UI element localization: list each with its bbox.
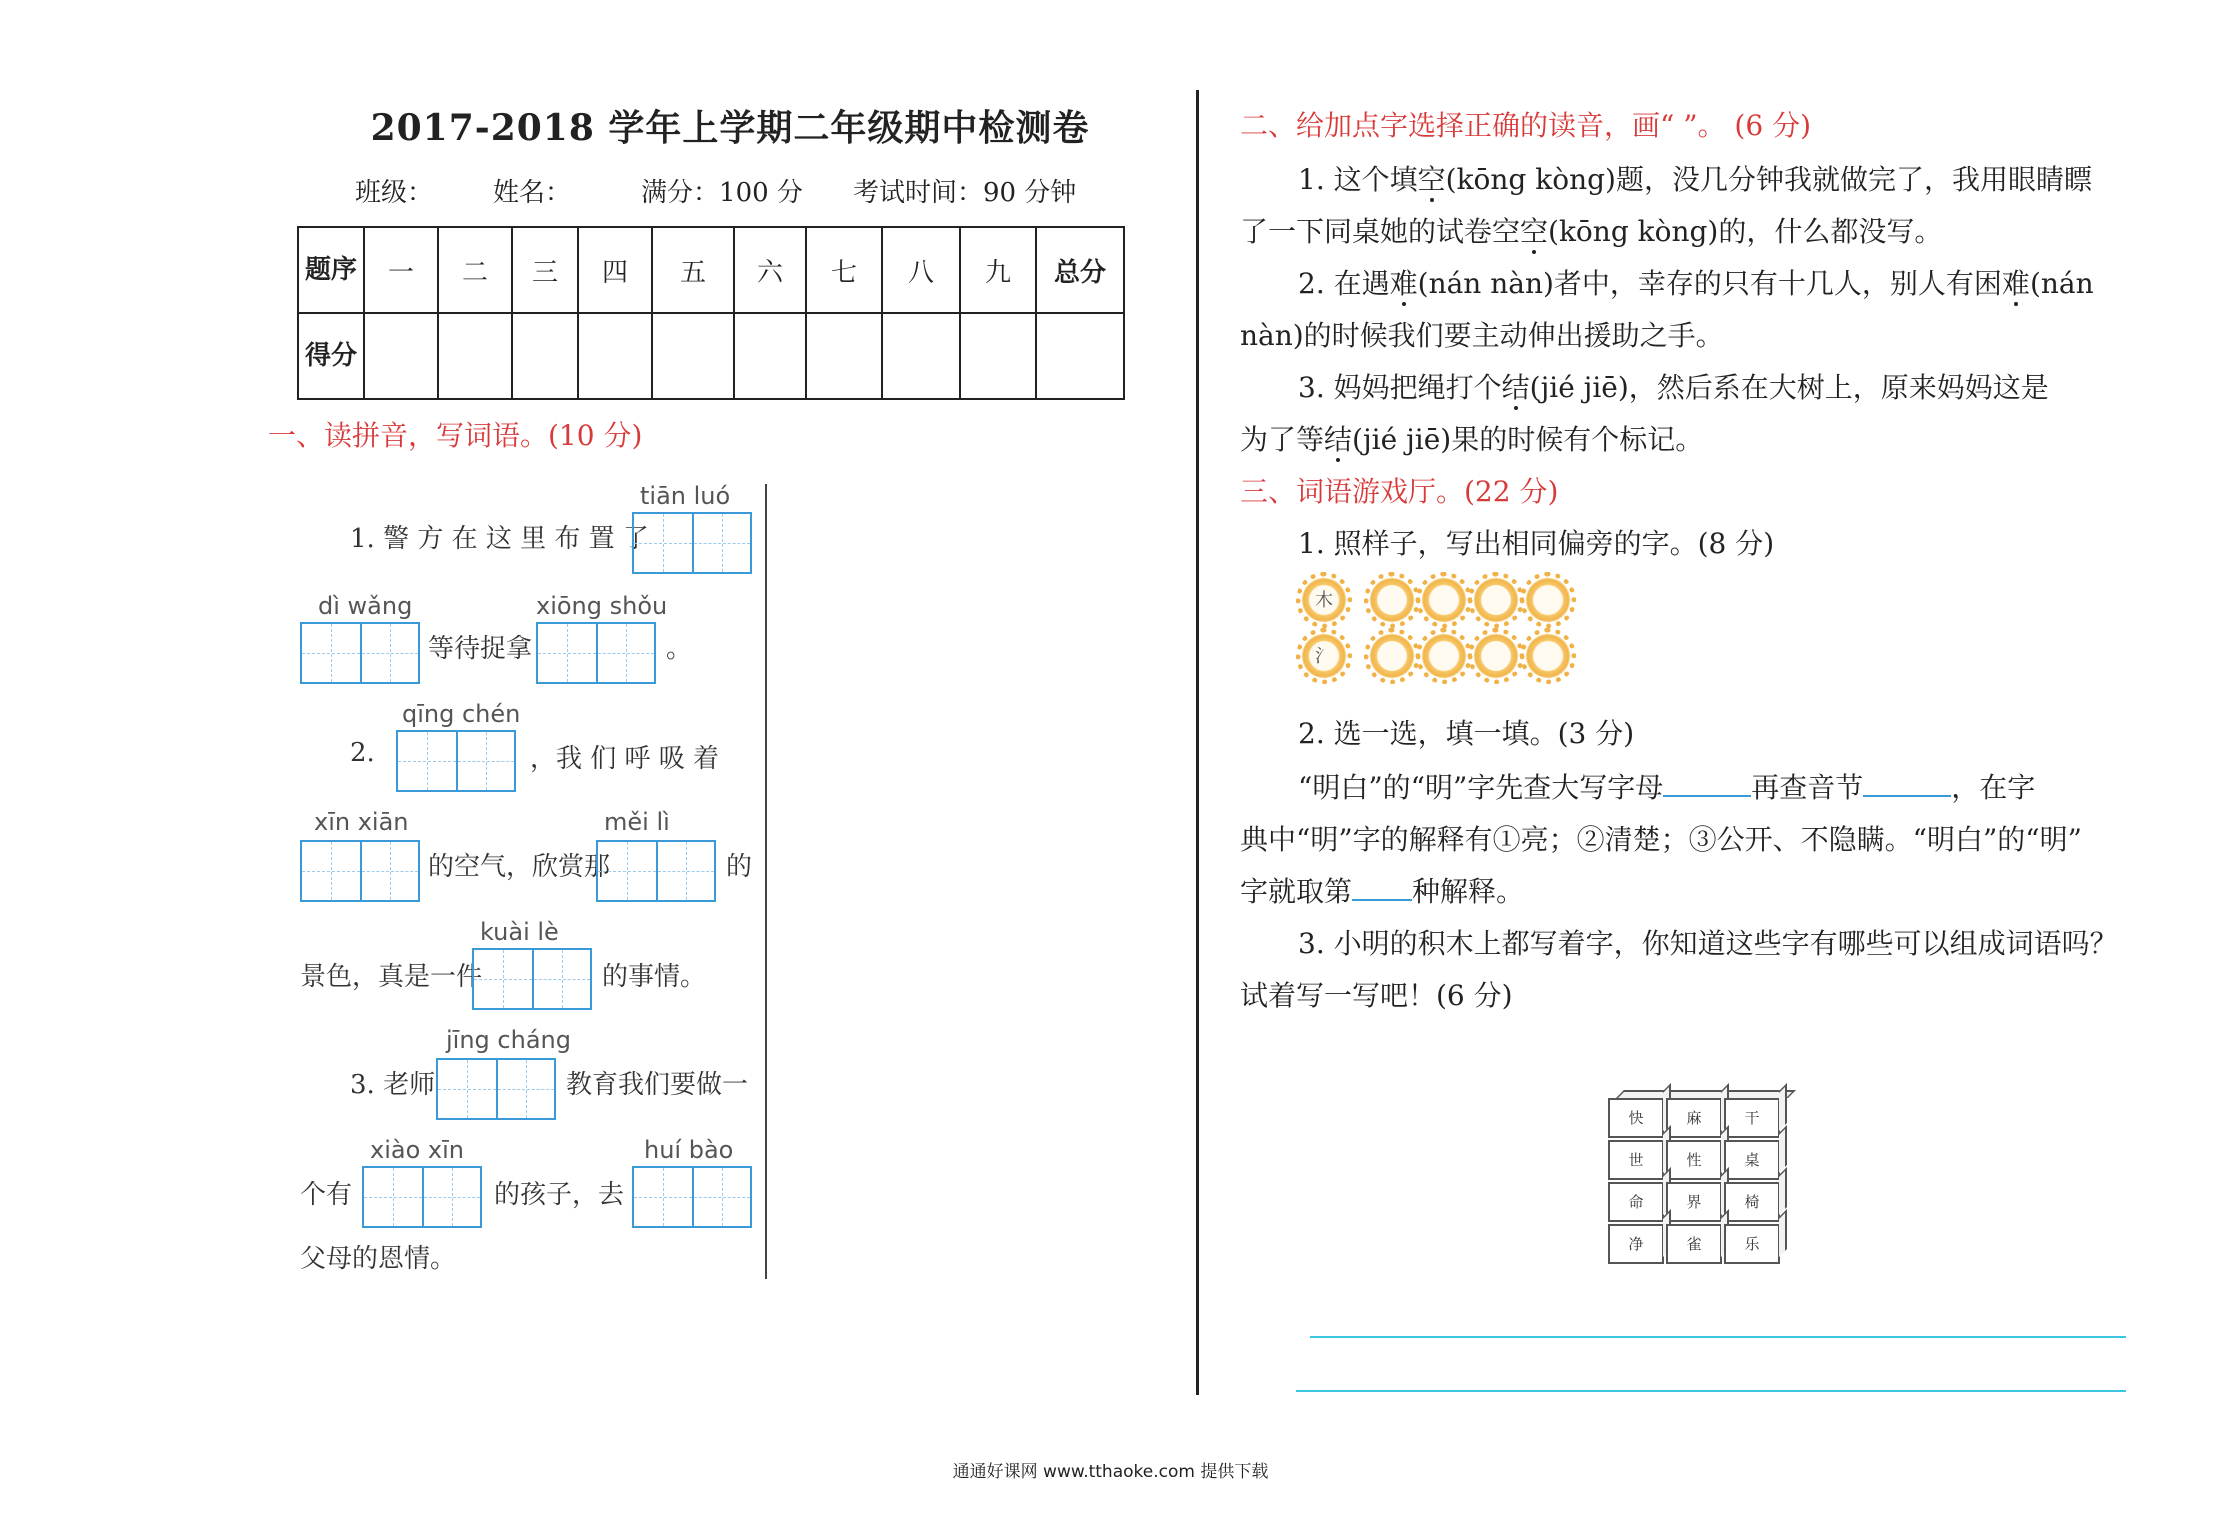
q3-text-a: 3. 老师: [350, 1070, 436, 1100]
footer-source: 通通好课网 www.tthaoke.com 提供下载: [952, 1462, 1269, 1482]
answer-line[interactable]: [1310, 1336, 2126, 1338]
exam-info-row: [355, 172, 1076, 209]
q2-text-a: ，我 们 呼 吸 着: [530, 744, 720, 774]
tianzige-answer-box[interactable]: [362, 1166, 482, 1228]
flower-answer-blank[interactable]: [1368, 632, 1416, 680]
flower-radical-water: 氵: [1300, 632, 1348, 680]
flower-answer-blank[interactable]: [1368, 576, 1416, 624]
block: 乐: [1724, 1224, 1780, 1264]
dotted-char: 难: [1389, 267, 1418, 300]
block: 净: [1608, 1224, 1664, 1264]
pinyin-jingchang: jīng cháng: [446, 1026, 571, 1054]
pinyin-qingchen: qīng chén: [402, 700, 521, 728]
dotted-char: 难: [2001, 267, 2030, 300]
row-head-score: 得分: [298, 313, 364, 399]
flower-answer-blank[interactable]: [1420, 576, 1468, 624]
pinyin-meili: měi lì: [604, 808, 670, 836]
exam-time-label: 考试时间：90 分钟: [852, 178, 1077, 208]
block: 干: [1724, 1098, 1780, 1138]
q3-text-e: 父母的恩情。: [300, 1244, 457, 1274]
col-header: 三: [512, 227, 578, 313]
flower-radical-wood: 木: [1300, 576, 1348, 624]
dotted-char: 空: [1417, 163, 1446, 196]
q3-text-c: 个有: [300, 1180, 353, 1210]
block: 世: [1608, 1140, 1664, 1180]
name-label: 姓名：: [493, 178, 572, 208]
building-blocks: [1608, 1082, 1800, 1282]
block: 椅: [1724, 1182, 1780, 1222]
block: 界: [1666, 1182, 1722, 1222]
col-header: 七: [806, 227, 882, 313]
flower-answer-blank[interactable]: [1420, 632, 1468, 680]
col-header: 六: [734, 227, 806, 313]
pinyin-xiaoxin: xiào xīn: [370, 1136, 464, 1164]
col-header: 一: [364, 227, 438, 313]
s3-q2-line3: 字就取第 种解释。: [1240, 875, 1525, 908]
dotted-char: 结: [1501, 371, 1530, 404]
full-score-label: 满分：100 分: [641, 178, 803, 208]
tianzige-answer-box[interactable]: [536, 622, 656, 684]
tianzige-answer-box[interactable]: [596, 840, 716, 902]
pinyin-kuaile: kuài lè: [480, 918, 559, 946]
score-cell[interactable]: [882, 313, 960, 399]
exam-title: 2017-2018 学年上学期二年级期中检测卷: [370, 107, 1090, 149]
block: 命: [1608, 1182, 1664, 1222]
score-cell[interactable]: [512, 313, 578, 399]
q1-text-b: 等待捉拿: [428, 634, 533, 664]
s3-q3-line1: 3. 小明的积木上都写着字，你知道这些字有哪些可以组成词语吗？: [1298, 927, 2118, 960]
s2-p3-line1: 3. 妈妈把绳打个结(jié jiē)，然后系在大树上，原来妈妈这是: [1298, 371, 2049, 404]
score-cell[interactable]: [578, 313, 652, 399]
fill-blank-syllable[interactable]: [1863, 771, 1951, 797]
s2-p2-line1: 2. 在遇难(nán nàn)者中，幸存的只有十几人，别人有困难(nán: [1298, 267, 2094, 300]
col-header: 五: [652, 227, 734, 313]
row-head-question-number: 题序: [298, 227, 364, 313]
dotted-char: 结: [1324, 423, 1353, 456]
s2-p1-line2: 了一下同桌她的试卷空空(kōng kòng)的，什么都没写。: [1240, 215, 1943, 248]
col-header: 九: [960, 227, 1036, 313]
score-cell[interactable]: [1036, 313, 1124, 399]
flower-answer-blank[interactable]: [1472, 576, 1520, 624]
score-table: [297, 226, 1125, 400]
pinyin-huibao: huí bào: [644, 1136, 734, 1164]
tianzige-answer-box[interactable]: [300, 840, 420, 902]
section1-heading: 一、读拼音，写词语。(10 分): [268, 419, 643, 452]
q1-text: 1. 警 方 在 这 里 布 置 了: [350, 524, 649, 554]
col-header: 四: [578, 227, 652, 313]
flower-answer-blank[interactable]: [1524, 576, 1572, 624]
block: 桌: [1724, 1140, 1780, 1180]
tianzige-answer-box[interactable]: [472, 948, 592, 1010]
block: 性: [1666, 1140, 1722, 1180]
pinyin-xinxian: xīn xiān: [314, 808, 409, 836]
tianzige-answer-box[interactable]: [300, 622, 420, 684]
block: 雀: [1666, 1224, 1722, 1264]
score-cell[interactable]: [438, 313, 512, 399]
s3-q2-line2: 典中“明”字的解释有①亮；②清楚；③公开、不隐瞒。“明白”的“明”: [1240, 823, 2082, 856]
s3-q1: 1. 照样子，写出相同偏旁的字。(8 分): [1298, 527, 1775, 560]
score-cell[interactable]: [960, 313, 1036, 399]
score-table-header-row: [298, 227, 1124, 313]
q2-text-e: 的事情。: [602, 962, 707, 992]
q3-text-d: 的孩子，去: [494, 1180, 625, 1210]
section1-divider-line: [765, 484, 767, 1279]
tianzige-answer-box[interactable]: [436, 1058, 556, 1120]
pinyin-diwang: dì wǎng: [318, 592, 413, 620]
q1-text-c: 。: [666, 634, 693, 664]
pinyin-tianluo: tiān luó: [640, 482, 731, 510]
class-label: 班级：: [355, 178, 434, 208]
s3-q2-line1: “明白”的“明”字先查大写字母 再查音节 ，在字: [1298, 771, 2036, 804]
score-cell[interactable]: [734, 313, 806, 399]
score-cell[interactable]: [364, 313, 438, 399]
score-table-score-row: [298, 313, 1124, 399]
q3-text-b: 教育我们要做一: [566, 1070, 749, 1100]
section2-heading: 二、给加点字选择正确的读音，画“ ”。 (6 分): [1240, 109, 1811, 142]
tianzige-answer-box[interactable]: [632, 1166, 752, 1228]
col-header: 二: [438, 227, 512, 313]
q2-text-c: 的: [726, 852, 753, 882]
flower-answer-blank[interactable]: [1524, 632, 1572, 680]
s3-q2: 2. 选一选，填一填。(3 分): [1298, 717, 1635, 750]
block: 麻: [1666, 1098, 1722, 1138]
score-cell[interactable]: [806, 313, 882, 399]
col-header: 八: [882, 227, 960, 313]
dotted-char: 空: [1520, 215, 1549, 248]
q2-text-b: 的空气，欣赏那: [428, 852, 611, 882]
q2-text-d: 景色，真是一件: [300, 962, 483, 992]
col-header-total: 总分: [1036, 227, 1124, 313]
answer-line[interactable]: [1296, 1390, 2126, 1392]
q2-number: 2.: [350, 738, 375, 768]
s2-p2-line2: nàn)的时候我们要主动伸出援助之手。: [1240, 319, 1724, 352]
section3-heading: 三、词语游戏厅。(22 分): [1240, 475, 1559, 508]
s3-q3-line2: 试着写一写吧！(6 分): [1240, 979, 1513, 1012]
tianzige-answer-box[interactable]: [396, 730, 516, 792]
column-divider: [1196, 90, 1199, 1395]
s2-p3-line2: 为了等结(jié jiē)果的时候有个标记。: [1240, 423, 1704, 456]
fill-blank-letter[interactable]: [1663, 771, 1751, 797]
pinyin-xiongshou: xiōng shǒu: [536, 592, 668, 620]
tianzige-answer-box[interactable]: [632, 512, 752, 574]
flower-answer-blank[interactable]: [1472, 632, 1520, 680]
block: 快: [1608, 1098, 1664, 1138]
score-cell[interactable]: [652, 313, 734, 399]
s2-p1-line1: 1. 这个填空(kōng kòng)题，没几分钟我就做完了，我用眼睛瞟: [1298, 163, 2092, 196]
fill-blank-meaning[interactable]: [1352, 875, 1412, 901]
